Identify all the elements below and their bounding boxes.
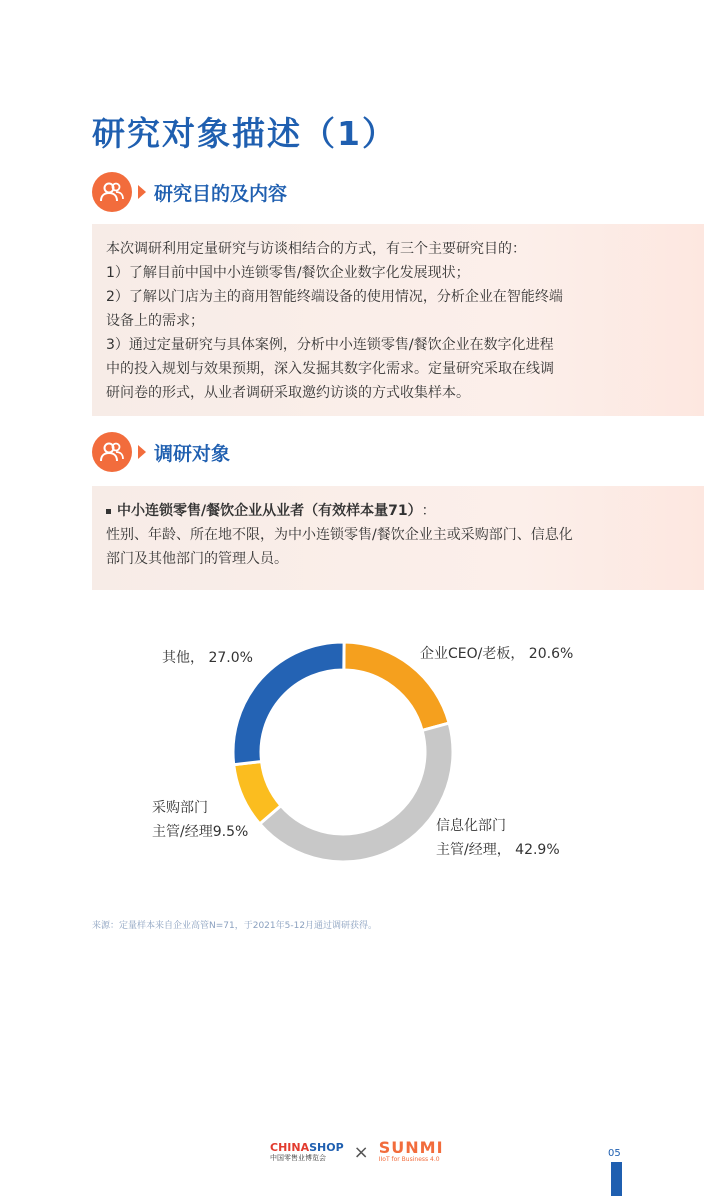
slice-label-line: 其他， 27.0%	[162, 650, 253, 666]
donut-slice	[260, 723, 453, 862]
slice-label-it	[436, 814, 560, 862]
logo-text: SUNMI	[378, 1138, 444, 1157]
slice-label-ceo	[420, 642, 573, 666]
text-line: 部门及其他部门的管理人员。	[106, 551, 288, 567]
text-line: 设备上的需求；	[106, 313, 204, 329]
times-icon: ×	[353, 1141, 369, 1163]
logo-subtext: IIoT for Business 4.0	[378, 1156, 440, 1163]
text-line: 研问卷的形式，从业者调研采取邀约访谈的方式收集样本。	[106, 385, 470, 401]
donut-chart	[0, 610, 710, 900]
arrow-right-icon	[138, 185, 146, 199]
text-line: 中的投入规划与效果预期，深入发掘其数字化需求。定量研究采取在线调	[106, 361, 554, 377]
bullet-line	[106, 499, 694, 523]
source-note: 来源：定量样本来自企业高管N=71，于2021年5-12月通过调研获得。	[92, 921, 378, 931]
section-header-purpose	[92, 172, 287, 212]
slice-label-purchasing	[152, 796, 248, 844]
arrow-right-icon	[138, 445, 146, 459]
donut-svg	[0, 610, 710, 900]
text-line: 性别、年龄、所在地不限，为中小连锁零售/餐饮企业主或采购部门、信息化	[106, 527, 573, 543]
text-line: 本次调研利用定量研究与访谈相结合的方式，有三个主要研究目的：	[106, 241, 526, 257]
sunmi-logo	[379, 1140, 444, 1164]
bullet-square-icon	[106, 509, 111, 514]
logo-subtext: 中国零售业博览会	[270, 1153, 326, 1162]
text-line: 1）了解目前中国中小连锁零售/餐饮企业数字化发展现状；	[106, 265, 470, 281]
subjects-box	[92, 486, 704, 590]
section-title: 调研对象	[154, 442, 231, 465]
slice-label-line: 企业CEO/老板， 20.6%	[420, 646, 574, 662]
logo-text: SHOP	[309, 1140, 344, 1154]
slice-label-line: 信息化部门	[436, 818, 506, 834]
footer-logos	[270, 1140, 444, 1164]
section-title: 研究目的及内容	[154, 182, 288, 205]
bullet-heading: 中小连锁零售/餐饮企业从业者（有效样本量71）	[117, 503, 422, 519]
chinashop-logo	[270, 1142, 344, 1163]
section-header-subjects	[92, 432, 230, 472]
slice-label-line: 主管/经理9.5%	[152, 824, 249, 840]
slice-label-line: 采购部门	[152, 800, 208, 816]
page-number: 05	[608, 1148, 621, 1159]
slice-label-line: 主管/经理， 42.9%	[436, 842, 560, 858]
text-line: 3）通过定量研究与具体案例，分析中小连锁零售/餐饮企业在数字化进程	[106, 337, 554, 353]
people-icon	[92, 172, 132, 212]
purpose-box	[92, 224, 704, 416]
page-title: 研究对象描述（1）	[92, 114, 397, 153]
people-icon	[92, 432, 132, 472]
page-bar	[611, 1162, 622, 1196]
logo-text: CHINA	[270, 1140, 310, 1154]
bullet-colon: ：	[421, 503, 436, 519]
slice-label-other	[162, 646, 253, 670]
text-line: 2）了解以门店为主的商用智能终端设备的使用情况，分析企业在智能终端	[106, 289, 563, 305]
